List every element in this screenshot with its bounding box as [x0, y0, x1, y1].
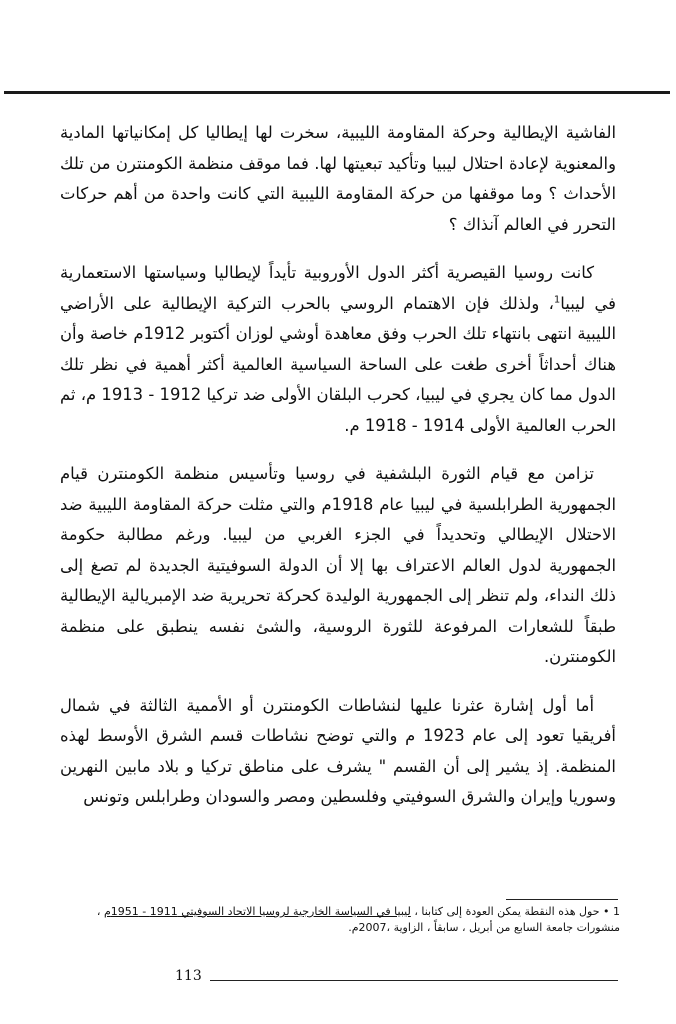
footnote-lead: • حول هذه النقطة يمكن العودة إلى كتابنا ،: [414, 905, 610, 918]
paragraph-4: أما أول إشارة عثرنا عليها لنشاطات الكومنترن أو الأممية الثالثة في شمال أفريقيا تعود إلى عام 1923 م والتي توضح نشاطات قسم الشرق الأوسط لهذه المنظمة. إذ يشير إلى أن القسم " يشرف على مناطق تركيا و بلاد مابين النهرين وسوريا وإيران والشرق السوفيتي وفلسطين ومصر والسودان وطرابلس وتونس: [60, 695, 616, 806]
header-rule: [4, 91, 670, 94]
footnote-number: 1: [613, 905, 620, 918]
page-number: 113: [175, 968, 202, 984]
page-body: [60, 118, 616, 831]
footnote-publication: ، منشورات جامعة السابع من أبريل ، سابقاً ، الزاوية ،2007م.: [96, 905, 620, 934]
footer-rule: [210, 980, 618, 981]
paragraph-3: تزامن مع قيام الثورة البلشفية في روسيا وتأسيس منظمة الكومنترن قيام الجمهورية الطرابلسية في ليبيا عام 1918م والتي مثلت حركة المقاومة الليبية ضد الاحتلال الإيطالي وتحديداً في الجزء الغربي من ليبيا. ورغم مطالبة حكومة الجمهورية لدول العالم الاعتراف بها إلا أن الدولة السوفيتية الجديدة لم تصغ إلى ذلك النداء، ولم تنظر إلى الجمهورية الوليدة كحركة تحريرية ضد الإمبريالية الإيطالية طبقاً للشعارات المرفوعة للثورة الروسية، والشئ نفسه ينطبق على منظمة الكومنترن.: [60, 464, 617, 666]
paragraph-1: الفاشية الإيطالية وحركة المقاومة الليبية، سخرت لها إيطاليا كل إمكانياتها المادية والمعنوية لإعادة احتلال ليبيا وتأكيد تبعيتها لها. فما موقف منظمة الكومنترن من تلك الأحداث ؟ وما موقفها من حركة المقاومة الليبية التي كانت واحدة من أهم حركات التحرر في العالم آنذاك ؟: [60, 123, 616, 234]
footnote-book-title: ليبيا في السياسة الخارجية لروسيا الاتحاد السوفيتي 1911 - 1951م: [103, 905, 411, 918]
footnote: [56, 904, 620, 936]
footnote-reference[interactable]: 1: [553, 294, 561, 306]
paragraph-2-part-1: كانت روسيا القيصرية أكثر الدول الأوروبية تأيداً لإيطاليا وسياستها الاستعمارية في ليبيا: [60, 263, 616, 313]
footnote-separator: [506, 899, 618, 900]
paragraph-2-part-2: ، ولذلك فإن الاهتمام الروسي بالحرب التركية الإيطالية على الأراضي الليبية انتهى بانتهاء تلك الحرب وفق معاهدة أوشي لوزان أكتوبر 1912م خاصة وأن هناك أحداثاً أخرى طغت على الساحة السياسية العالمية أكثر أهمية في نظر تلك الدول مما كان يجري في ليبيا، كحرب البلقان الأولى ضد تركيا 1912 - 1913 م، ثم الحرب العالمية الأولى 1914 - 1918 م.: [60, 293, 616, 435]
page-footer: [0, 968, 676, 992]
paragraph-2: [60, 258, 616, 441]
